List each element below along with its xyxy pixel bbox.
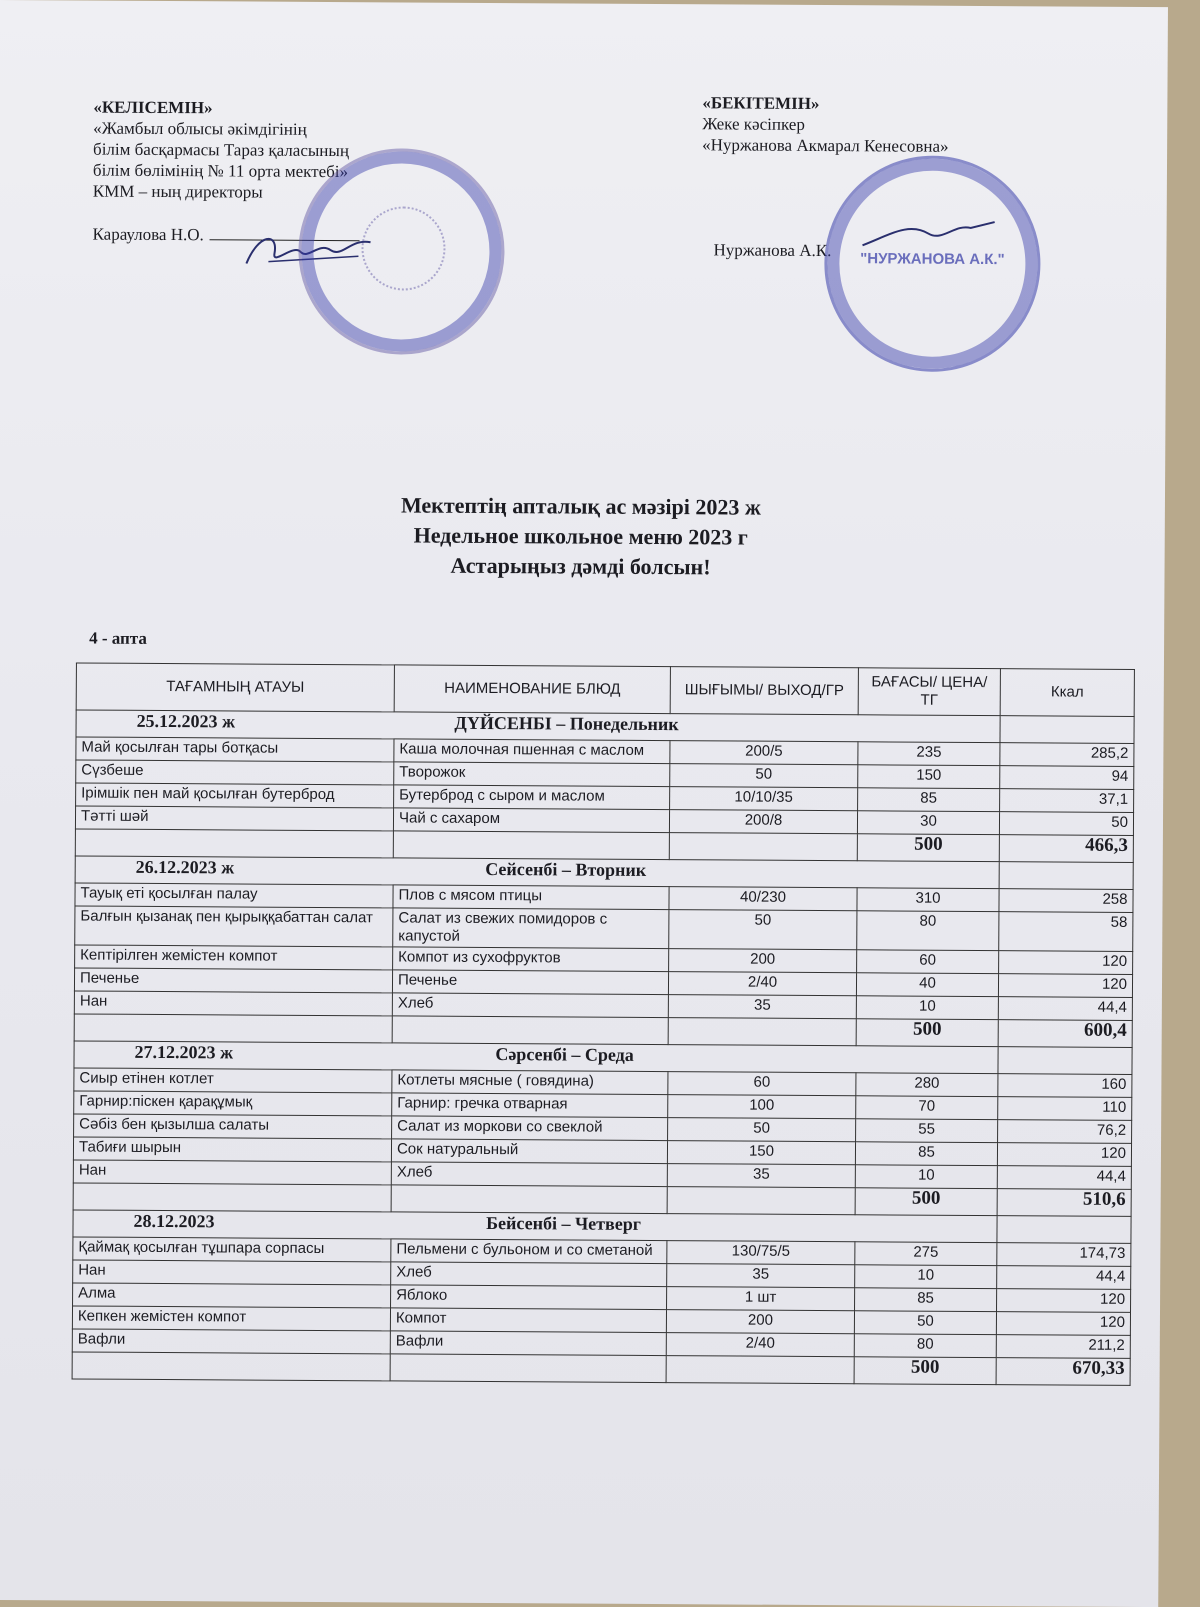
- cell-ru: Салат из свежих помидоров с капустой: [393, 908, 669, 949]
- cell-out: 2/40: [666, 1333, 854, 1357]
- cell-price: 70: [856, 1096, 998, 1120]
- cell-out: 200/5: [670, 741, 858, 765]
- cell-ru: Каша молочная пшенная с маслом: [394, 739, 670, 764]
- approval-left-signer: Караулова Н.О.: [92, 224, 204, 245]
- day-name: Сәрсенбі – Среда: [495, 1044, 634, 1065]
- cell-price: 80: [854, 1334, 996, 1358]
- cell-kz: Май қосылған тары ботқасы: [76, 737, 394, 762]
- cell-out: 1 шт: [667, 1287, 855, 1311]
- cell-kcal: 120: [999, 951, 1133, 975]
- menu-body: [72, 710, 1134, 1385]
- table-cell: [74, 1014, 392, 1043]
- cell-out: 50: [668, 1118, 856, 1142]
- cell-out: 2/40: [668, 972, 856, 996]
- cell-ru: Салат из моркови со свеклой: [392, 1116, 668, 1141]
- cell-kcal: 94: [1000, 766, 1134, 790]
- approval-right-line: «Нуржанова Акмарал Кенесовна»: [702, 135, 949, 156]
- stamp-right-name: "НУРЖАНОВА А.К.": [860, 250, 1005, 269]
- cell-kz: Нан: [73, 1260, 391, 1285]
- total-kcal: 670,33: [996, 1358, 1130, 1386]
- cell-price: 50: [854, 1311, 996, 1335]
- cell-price: 30: [857, 811, 999, 835]
- total-kcal: 510,6: [997, 1189, 1131, 1217]
- cell-price: 85: [858, 788, 1000, 812]
- column-header: ТАҒАМНЫҢ АТАУЫ: [76, 663, 394, 712]
- table-cell: [997, 1216, 1131, 1244]
- cell-price: 80: [857, 911, 999, 951]
- cell-ru: Печенье: [392, 970, 668, 995]
- cell-kcal: 120: [996, 1312, 1130, 1336]
- cell-ru: Плов с мясом птицы: [393, 885, 669, 910]
- cell-kz: Гарнир:піскен қарақұмық: [74, 1091, 392, 1116]
- cell-price: 310: [857, 888, 999, 912]
- cell-price: 235: [858, 742, 1000, 766]
- approval-left-line: білім бөлімінің № 11 орта мектебі»: [92, 160, 349, 182]
- cell-kz: Вафли: [72, 1329, 390, 1354]
- cell-out: 10/10/35: [670, 787, 858, 811]
- cell-price: 85: [855, 1288, 997, 1312]
- total-price: 500: [857, 834, 999, 862]
- column-header: БАҒАСЫ/ ЦЕНА/ТГ: [858, 668, 1000, 716]
- cell-kcal: 120: [997, 1143, 1131, 1167]
- emblem-icon: [361, 206, 446, 291]
- cell-ru: Компот из сухофруктов: [393, 947, 669, 972]
- cell-kz: Алма: [73, 1283, 391, 1308]
- day-name: Бейсенбі – Четверг: [486, 1212, 641, 1234]
- approval-right-line: Жеке кәсіпкер: [702, 114, 805, 134]
- total-row: [72, 1352, 1130, 1385]
- cell-out: 40/230: [669, 887, 857, 911]
- column-header: Ккал: [1000, 669, 1134, 717]
- table-header-row: [76, 663, 1134, 716]
- table-row: [75, 906, 1133, 951]
- cell-price: 280: [856, 1073, 998, 1097]
- cell-out: 200/8: [669, 810, 857, 834]
- cell-out: 35: [668, 995, 856, 1019]
- cell-ru: Бутерброд с сыром и маслом: [394, 785, 670, 810]
- cell-price: 275: [855, 1242, 997, 1266]
- table-cell: [1000, 716, 1134, 744]
- cell-price: 150: [858, 765, 1000, 789]
- cell-kz: Тауық еті қосылған палау: [75, 883, 393, 908]
- table-cell: [998, 1047, 1132, 1075]
- cell-out: 100: [668, 1095, 856, 1119]
- cell-out: 50: [670, 764, 858, 788]
- total-price: 500: [855, 1188, 997, 1216]
- day-name: Сейсенбі – Вторник: [485, 858, 647, 880]
- table-cell: [667, 1187, 855, 1215]
- cell-kz: Сүзбеше: [76, 760, 394, 785]
- total-price: 500: [856, 1019, 998, 1047]
- cell-ru: Пельмени с бульоном и со сметаной: [391, 1239, 667, 1264]
- cell-kz: Қаймақ қосылған тұшпара сорпасы: [73, 1237, 391, 1262]
- title-ru: Недельное школьное меню 2023 г: [413, 522, 748, 550]
- cell-kcal: 120: [997, 1289, 1131, 1313]
- cell-out: 50: [669, 910, 857, 950]
- title-wish: Астарыңыз дәмді болсын!: [450, 552, 711, 580]
- cell-kcal: 174,73: [997, 1243, 1131, 1267]
- cell-ru: Чай с сахаром: [393, 808, 669, 833]
- round-stamp-left: [298, 148, 505, 355]
- cell-kz: Кепкен жемістен компот: [72, 1306, 390, 1331]
- cell-out: 130/75/5: [667, 1241, 855, 1265]
- cell-ru: Компот: [390, 1308, 666, 1333]
- cell-kz: Балғын қызанақ пен қырыққабаттан салат: [75, 906, 393, 947]
- table-cell: [393, 831, 669, 860]
- approval-left-line: «Жамбыл облысы әкімдігінің: [93, 118, 307, 139]
- cell-ru: Хлеб: [392, 993, 668, 1018]
- day-date: 28.12.2023: [133, 1210, 215, 1232]
- cell-kcal: 44,4: [997, 1166, 1131, 1190]
- cell-ru: Хлеб: [391, 1162, 667, 1187]
- cell-kz: Нан: [74, 991, 392, 1016]
- cell-ru: Вафли: [390, 1331, 666, 1356]
- column-header: НАИМЕНОВАНИЕ БЛЮД: [394, 665, 670, 714]
- cell-kcal: 50: [999, 812, 1133, 836]
- cell-kcal: 160: [998, 1074, 1132, 1098]
- cell-out: 200: [669, 949, 857, 973]
- cell-kz: Сәбіз бен қызылша салаты: [74, 1114, 392, 1139]
- table-cell: [999, 862, 1133, 890]
- round-stamp-right: [824, 155, 1041, 372]
- table-cell: [390, 1354, 666, 1383]
- day-date: 27.12.2023 ж: [134, 1041, 234, 1063]
- day-name: ДҮЙСЕНБІ – Понедельник: [454, 712, 679, 735]
- signature-right-icon: [858, 215, 998, 256]
- cell-price: 60: [857, 950, 999, 974]
- cell-kz: Печенье: [74, 968, 392, 993]
- cell-price: 10: [855, 1265, 997, 1289]
- day-date: 26.12.2023 ж: [135, 856, 235, 878]
- table-cell: [73, 1183, 391, 1212]
- day-date: 25.12.2023 ж: [136, 710, 236, 732]
- cell-kcal: 258: [999, 889, 1133, 913]
- approval-right: [702, 92, 949, 157]
- cell-kz: Нан: [73, 1160, 391, 1185]
- table-cell: [669, 833, 857, 861]
- cell-out: 35: [667, 1164, 855, 1188]
- cell-ru: Хлеб: [391, 1262, 667, 1287]
- table-cell: [392, 1016, 668, 1045]
- cell-kz: Ірімшік пен май қосылған бутерброд: [76, 783, 394, 808]
- cell-kcal: 110: [998, 1097, 1132, 1121]
- table-cell: [72, 1352, 390, 1381]
- approval-right-title: «БЕКІТЕМІН»: [702, 93, 820, 114]
- cell-kcal: 285,2: [1000, 743, 1134, 767]
- table-cell: [75, 829, 393, 858]
- cell-price: 55: [856, 1119, 998, 1143]
- cell-out: 60: [668, 1072, 856, 1096]
- cell-kz: Кептірілген жемістен компот: [75, 945, 393, 970]
- cell-kz: Сиыр етінен котлет: [74, 1068, 392, 1093]
- cell-out: 35: [667, 1264, 855, 1288]
- cell-ru: Котлеты мясные ( говядина): [392, 1070, 668, 1095]
- cell-price: 10: [856, 996, 998, 1020]
- table-cell: [668, 1018, 856, 1046]
- cell-ru: Яблоко: [391, 1285, 667, 1310]
- cell-kcal: 44,4: [997, 1266, 1131, 1290]
- cell-ru: Творожок: [394, 762, 670, 787]
- cell-ru: Гарнир: гречка отварная: [392, 1093, 668, 1118]
- cell-price: 85: [855, 1142, 997, 1166]
- cell-kz: Тәтті шәй: [75, 806, 393, 831]
- cell-price: 10: [855, 1165, 997, 1189]
- cell-kcal: 44,4: [998, 997, 1132, 1021]
- cell-kz: Табиғи шырын: [73, 1137, 391, 1162]
- cell-kcal: 37,1: [1000, 789, 1134, 813]
- cell-kcal: 120: [998, 974, 1132, 998]
- column-header: ШЫҒЫМЫ/ ВЫХОД/ГР: [670, 667, 858, 715]
- cell-kcal: 211,2: [996, 1335, 1130, 1359]
- approval-left-title: «КЕЛІСЕМІН»: [93, 97, 213, 118]
- cell-out: 150: [667, 1141, 855, 1165]
- week-label: 4 - апта: [89, 628, 147, 648]
- cell-kcal: 76,2: [998, 1120, 1132, 1144]
- approval-left-line: КММ – ның директоры: [92, 181, 263, 202]
- menu-table: [72, 662, 1135, 1385]
- cell-out: 200: [666, 1310, 854, 1334]
- cell-kcal: 58: [999, 912, 1133, 952]
- total-kcal: 466,3: [999, 835, 1133, 863]
- cell-ru: Сок натуральный: [391, 1139, 667, 1164]
- total-kcal: 600,4: [998, 1020, 1132, 1048]
- table-cell: [391, 1185, 667, 1214]
- approval-left-line: білім басқармасы Тараз қаласының: [93, 139, 350, 161]
- total-price: 500: [854, 1357, 996, 1385]
- table-cell: [666, 1356, 854, 1384]
- cell-price: 40: [856, 973, 998, 997]
- approval-right-signer: Нуржанова А.К.: [713, 240, 832, 261]
- title-kz: Мектептің апталық ас мәзірі 2023 ж: [400, 492, 761, 520]
